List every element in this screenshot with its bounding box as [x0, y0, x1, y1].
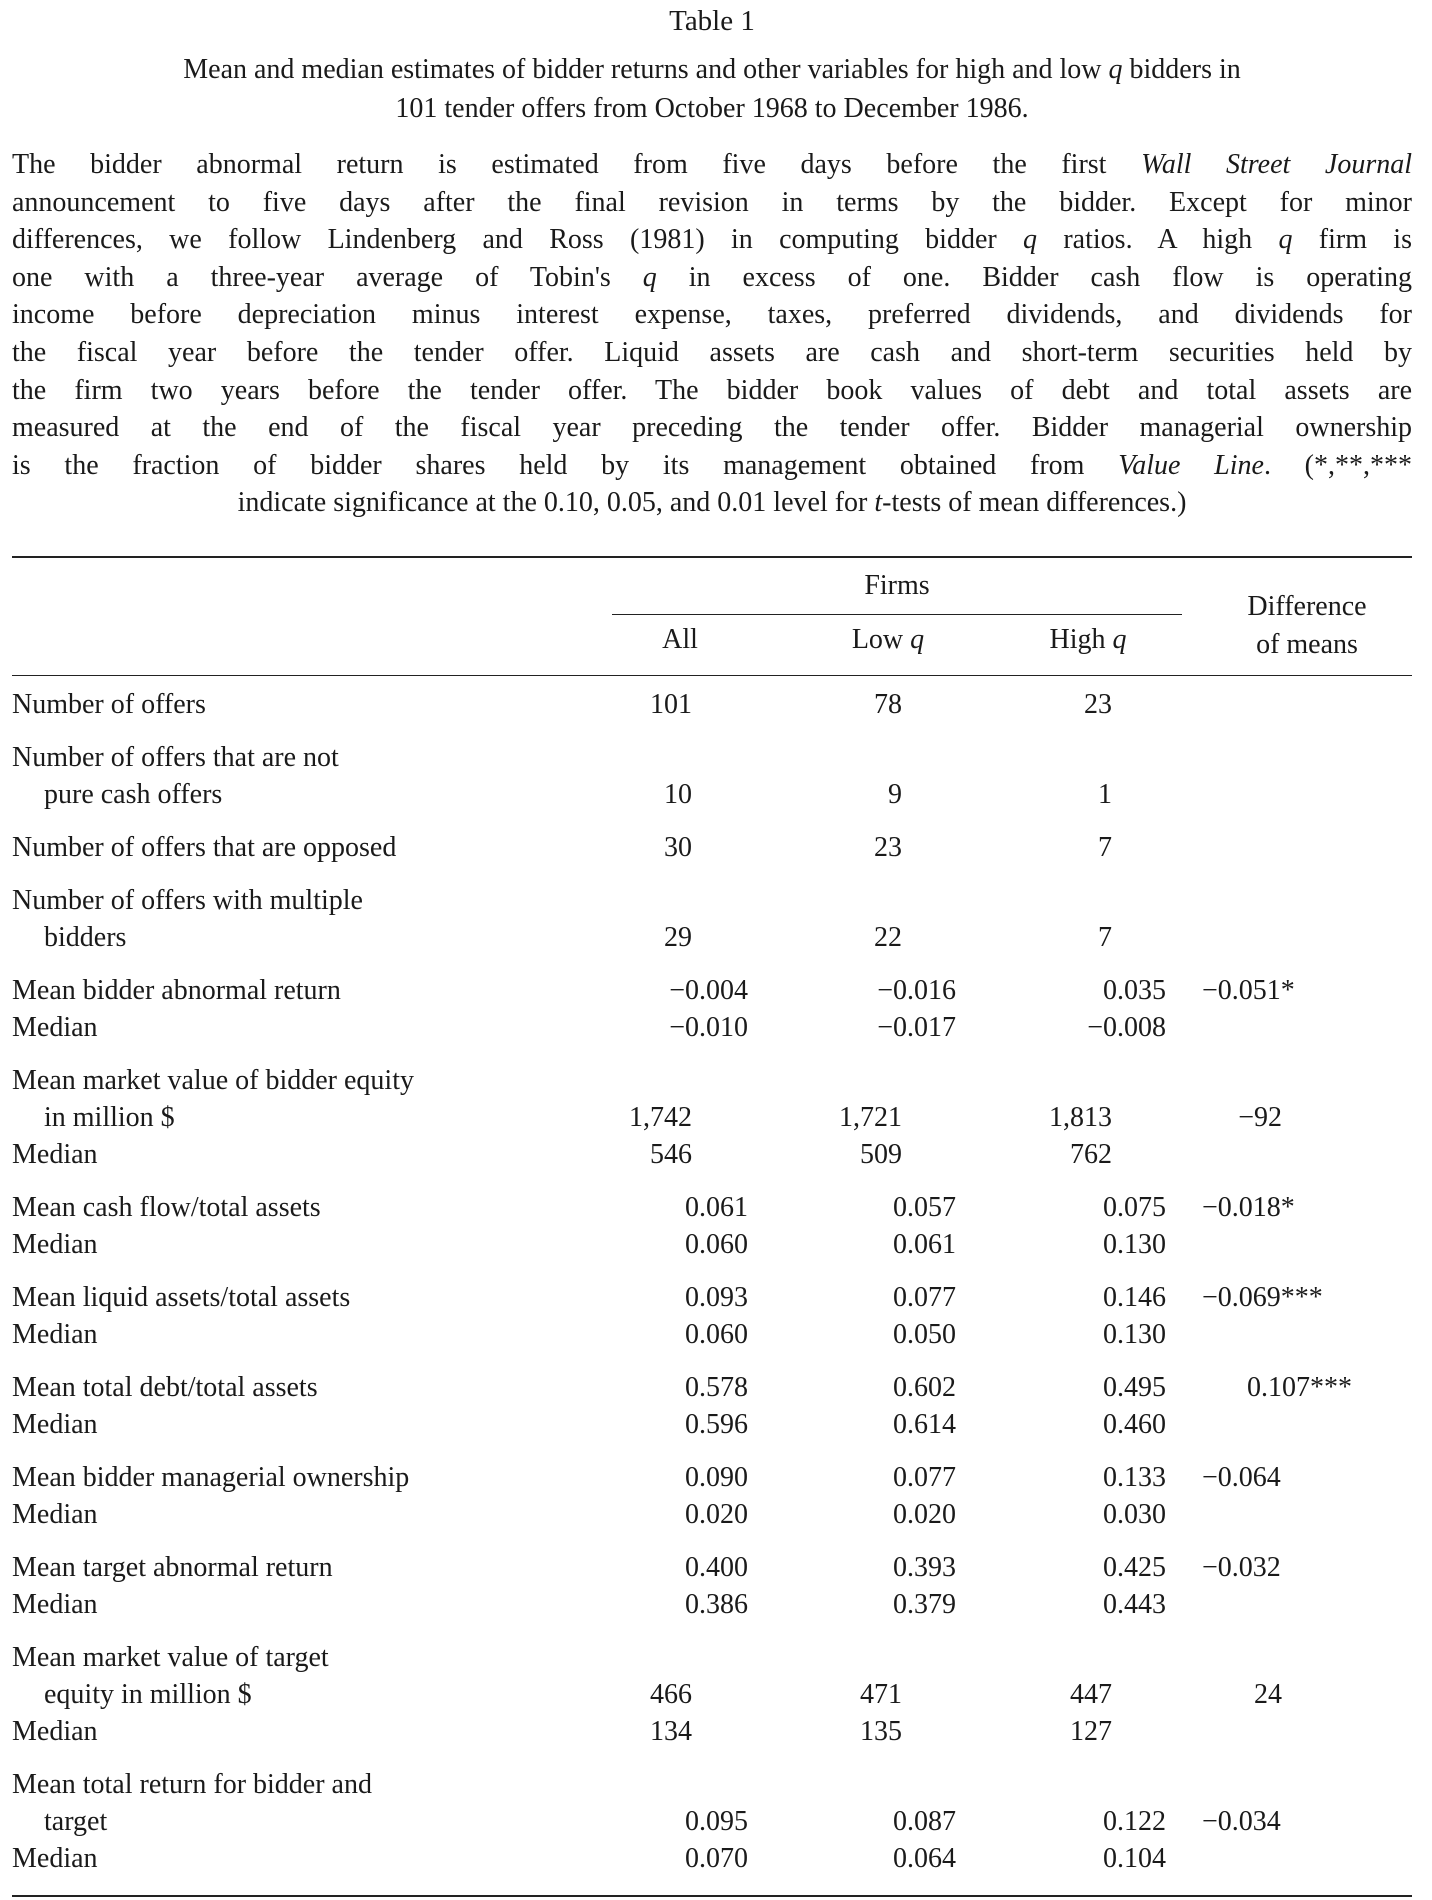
cell-all: −0.004 [669, 974, 748, 1006]
median-low-q: 0.061 [893, 1228, 956, 1260]
cell-high-q: 7 [1098, 921, 1112, 953]
cell-high-q: 0.122 [1103, 1805, 1166, 1837]
cell-low-q: 0.602 [893, 1371, 956, 1403]
cell-high-q: 0.495 [1103, 1371, 1166, 1403]
header-firms: Firms [864, 569, 930, 601]
median-all: 134 [650, 1715, 692, 1747]
row-label: Mean total debt/total assets [12, 1371, 318, 1403]
header-low-q: Low q [851, 623, 925, 655]
row-label: Mean target abnormal return [12, 1551, 333, 1583]
cell-high-q: 0.425 [1103, 1551, 1166, 1583]
cell-low-q: −0.016 [877, 974, 956, 1006]
caption-line-2: 101 tender offers from October 1968 to December 1986. [395, 93, 1029, 124]
cell-all: 101 [650, 688, 692, 720]
caption-line-1: Mean and median estimates of bidder returns and other variables for high and low q bidders in [183, 54, 1241, 85]
median-high-q: 0.130 [1103, 1228, 1166, 1260]
cell-high-q: 447 [1070, 1678, 1112, 1710]
table-page [12, 0, 1412, 1897]
header-difference-of-means [1217, 588, 1397, 664]
row-label: Mean cash flow/total assets [12, 1191, 321, 1223]
row-label: Number of offers that are not [12, 741, 339, 773]
row-total-return [12, 1766, 1412, 1877]
cell-all: 0.061 [685, 1191, 748, 1223]
median-label: Median [12, 1318, 98, 1350]
median-low-q: 0.050 [893, 1318, 956, 1350]
cell-difference: −0.064 [1202, 1461, 1281, 1493]
median-label: Median [12, 1011, 98, 1043]
median-low-q: 135 [860, 1715, 902, 1747]
cell-high-q: 0.035 [1103, 974, 1166, 1006]
median-label: Median [12, 1715, 98, 1747]
row-label-cont: target [44, 1805, 108, 1837]
median-low-q: 0.614 [893, 1408, 956, 1440]
row-label: Mean bidder managerial ownership [12, 1461, 410, 1493]
median-all: 0.060 [685, 1318, 748, 1350]
cell-all: 0.400 [685, 1551, 748, 1583]
cell-low-q: 78 [874, 688, 902, 720]
cell-all: 29 [664, 921, 692, 953]
median-low-q: 0.379 [893, 1588, 956, 1620]
median-label: Median [12, 1842, 98, 1874]
description-line: is the fraction of bidder shares held by its management obtained from Value Line. (*,**,*** [12, 449, 1413, 481]
row-label: Number of offers that are opposed [12, 831, 397, 863]
header-diff-line-1: Difference [1247, 590, 1367, 622]
row-label-cont: bidders [44, 921, 127, 953]
cell-difference: −0.032 [1202, 1551, 1281, 1583]
median-high-q: 127 [1070, 1715, 1112, 1747]
row-noncash-offers [12, 739, 1412, 813]
cell-low-q: 0.077 [893, 1281, 956, 1313]
median-high-q: 0.443 [1103, 1588, 1166, 1620]
cell-all: 1,742 [629, 1101, 692, 1133]
row-cash-flow [12, 1189, 1412, 1263]
description-line: differences, we follow Lindenberg and Ross (1981) in computing bidder q ratios. A high q firm is [12, 224, 1412, 256]
row-label: Number of offers [12, 688, 206, 720]
median-high-q: −0.008 [1087, 1011, 1166, 1043]
median-high-q: 762 [1070, 1138, 1112, 1170]
cell-all: 0.095 [685, 1805, 748, 1837]
table-title: Table 1 [669, 5, 755, 37]
cell-high-q: 0.133 [1103, 1461, 1166, 1493]
median-high-q: 0.030 [1103, 1498, 1166, 1530]
cell-difference: −0.069*** [1202, 1281, 1323, 1313]
cell-all: 0.093 [685, 1281, 748, 1313]
description-line: indicate significance at the 0.10, 0.05, and 0.01 level for t-tests of mean differences.) [237, 487, 1187, 519]
row-number-of-offers [12, 686, 1412, 723]
cell-difference: −0.018* [1202, 1191, 1295, 1223]
cell-low-q: 0.087 [893, 1805, 956, 1837]
cell-low-q: 23 [874, 831, 902, 863]
row-label: Mean bidder abnormal return [12, 974, 341, 1006]
median-all: 0.386 [685, 1588, 748, 1620]
cell-high-q: 0.075 [1103, 1191, 1166, 1223]
description-line: the fiscal year before the tender offer. Liquid assets are cash and short-term securities held by [12, 336, 1412, 368]
cell-low-q: 0.393 [893, 1551, 956, 1583]
median-label: Median [12, 1498, 98, 1530]
cell-high-q: 1 [1098, 778, 1112, 810]
description-line: measured at the end of the fiscal year preceding the tender offer. Bidder managerial ownership [12, 412, 1412, 444]
row-label-cont: in million $ [44, 1101, 175, 1133]
header-bottom-rule [12, 675, 1412, 676]
row-label: Number of offers with multiple [12, 884, 363, 916]
row-label: Mean market value of bidder equity [12, 1064, 414, 1096]
table-caption [12, 50, 1412, 128]
description-line: the firm two years before the tender offer. The bidder book values of debt and total assets are [12, 374, 1412, 406]
cell-all: 0.578 [685, 1371, 748, 1403]
row-opposed-offers [12, 829, 1412, 866]
row-managerial-ownership [12, 1459, 1412, 1533]
cell-low-q: 9 [888, 778, 902, 810]
header-all: All [662, 623, 698, 655]
header-diff-line-2: of means [1256, 628, 1358, 660]
cell-difference: −0.051* [1202, 974, 1295, 1006]
cell-difference: 0.107*** [1247, 1371, 1352, 1403]
description-line: one with a three-year average of Tobin's q in excess of one. Bidder cash flow is operating [12, 261, 1412, 293]
median-label: Median [12, 1588, 98, 1620]
row-target-market-value [12, 1639, 1412, 1750]
row-label: Mean liquid assets/total assets [12, 1281, 351, 1313]
median-all: 0.060 [685, 1228, 748, 1260]
description-line: The bidder abnormal return is estimated from five days before the first Wall Street Journal [12, 149, 1413, 180]
header-high-q: High q [1049, 623, 1127, 655]
median-high-q: 0.130 [1103, 1318, 1166, 1350]
row-label: Mean market value of target [12, 1641, 329, 1673]
cell-low-q: 22 [874, 921, 902, 953]
cell-low-q: 1,721 [839, 1101, 902, 1133]
row-multiple-bidders [12, 882, 1412, 956]
row-label: Mean total return for bidder and [12, 1768, 372, 1800]
row-bidder-market-value [12, 1062, 1412, 1173]
median-all: 0.070 [685, 1842, 748, 1874]
median-all: −0.010 [669, 1011, 748, 1043]
row-target-abnormal-return [12, 1549, 1412, 1623]
table-header [12, 558, 1412, 675]
cell-all: 0.090 [685, 1461, 748, 1493]
cell-low-q: 0.057 [893, 1191, 956, 1223]
median-label: Median [12, 1228, 98, 1260]
median-high-q: 0.104 [1103, 1842, 1166, 1874]
median-low-q: 0.064 [893, 1842, 956, 1874]
row-label-cont: pure cash offers [44, 778, 223, 810]
row-bidder-abnormal-return [12, 972, 1412, 1046]
median-all: 546 [650, 1138, 692, 1170]
median-high-q: 0.460 [1103, 1408, 1166, 1440]
cell-difference: 24 [1254, 1678, 1282, 1710]
table-description [12, 146, 1412, 522]
median-label: Median [12, 1138, 98, 1170]
row-total-debt [12, 1369, 1412, 1443]
median-low-q: 0.020 [893, 1498, 956, 1530]
cell-high-q: 0.146 [1103, 1281, 1166, 1313]
bottom-rule [12, 1895, 1412, 1897]
median-all: 0.020 [685, 1498, 748, 1530]
median-low-q: −0.017 [877, 1011, 956, 1043]
cell-all: 466 [650, 1678, 692, 1710]
cell-low-q: 471 [860, 1678, 902, 1710]
cell-low-q: 0.077 [893, 1461, 956, 1493]
description-line: income before depreciation minus interest expense, taxes, preferred dividends, and dividends for [12, 299, 1412, 331]
median-all: 0.596 [685, 1408, 748, 1440]
cell-all: 30 [664, 831, 692, 863]
cell-high-q: 7 [1098, 831, 1112, 863]
cell-all: 10 [664, 778, 692, 810]
cell-difference: −0.034 [1202, 1805, 1281, 1837]
firms-spanner-rule [612, 614, 1182, 615]
cell-high-q: 1,813 [1049, 1101, 1112, 1133]
median-label: Median [12, 1408, 98, 1440]
row-label-cont: equity in million $ [44, 1678, 252, 1710]
row-liquid-assets [12, 1279, 1412, 1353]
median-low-q: 509 [860, 1138, 902, 1170]
table-body [12, 686, 1412, 1877]
cell-difference: −92 [1238, 1101, 1282, 1133]
description-line: announcement to five days after the final revision in terms by the bidder. Except for minor [12, 186, 1412, 218]
cell-high-q: 23 [1084, 688, 1112, 720]
